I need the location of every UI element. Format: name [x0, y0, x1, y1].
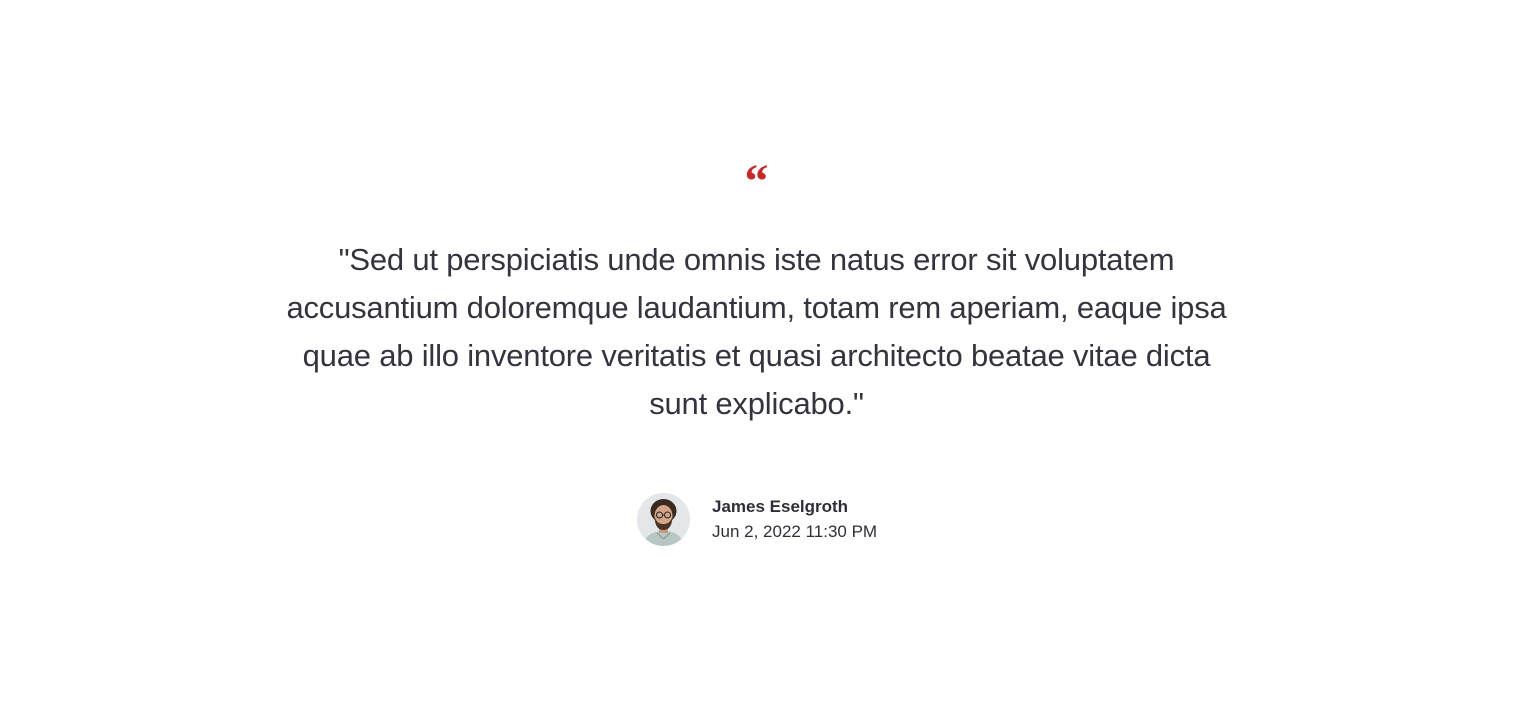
author-info [712, 496, 877, 544]
avatar-image [637, 493, 690, 546]
author-name: James Eselgroth [712, 496, 849, 516]
author-block [637, 493, 877, 546]
post-date: Jun 2, 2022 11:30 PM [712, 521, 878, 541]
quote-open-icon: “ [744, 155, 769, 208]
avatar [637, 493, 690, 546]
testimonial-quote: "Sed ut perspiciatis unde omnis iste natus error sit voluptatem accusantium doloremque laudantium, totam rem aperiam, eaque ipsa quae ab illo inventore veritatis et quasi architecto beatae vitae dicta sunt explicabo." [286, 242, 1227, 421]
